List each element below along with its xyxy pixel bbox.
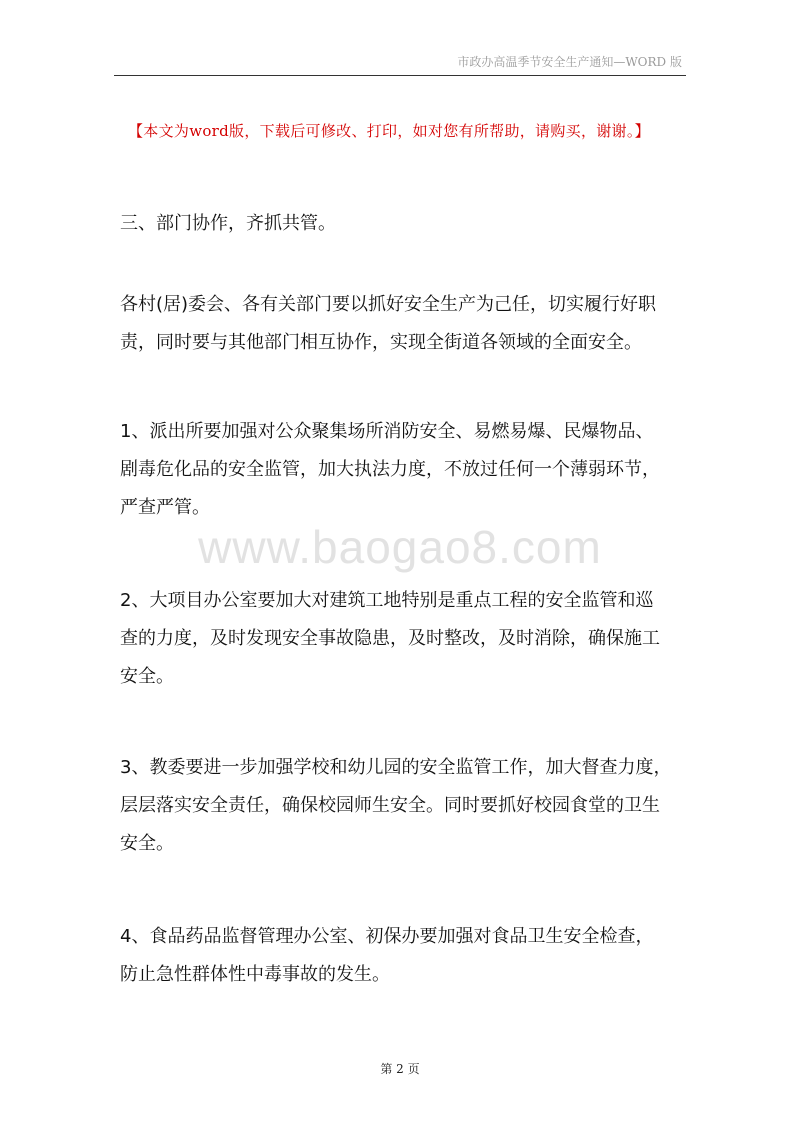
item-2-paragraph: 2、大项目办公室要加大对建筑工地特别是重点工程的安全监管和巡 查的力度，及时发现安全事故隐患，及时整改，及时消除，确保施工 安全。 bbox=[120, 590, 660, 687]
page-number: 第 2 页 bbox=[380, 1062, 420, 1076]
item-4-paragraph: 4、食品药品监督管理办公室、初保办要加强对食品卫生安全检查， 防止急性群体性中毒事故的发生。 bbox=[120, 926, 654, 985]
item-3-paragraph: 3、教委要进一步加强学校和幼儿园的安全监管工作，加大督查力度， 层层落实安全责任，确保校园师生安全。同时要抓好校园食堂的卫生 安全。 bbox=[120, 757, 672, 854]
header-title: 市政办高温季节安全生产通知—WORD 版 bbox=[457, 55, 682, 69]
purchase-notice: 【本文为word版，下载后可修改、打印，如对您有所帮助，请购买，谢谢。】 bbox=[128, 122, 650, 140]
watermark: www.baogao8.com bbox=[198, 521, 602, 573]
intro-paragraph: 各村(居)委会、各有关部门要以抓好安全生产为己任，切实履行好职 责，同时要与其他部门相互协作，实现全街道各领域的全面安全。 bbox=[120, 294, 657, 353]
item-1-paragraph: 1、派出所要加强对公众聚集场所消防安全、易燃易爆、民爆物品、 剧毒危化品的安全监管，加大执法力度，不放过任何一个薄弱环节， 严查严管。 bbox=[120, 421, 660, 518]
header-divider bbox=[114, 75, 686, 76]
section-heading: 三、部门协作，齐抓共管。 bbox=[120, 213, 336, 234]
